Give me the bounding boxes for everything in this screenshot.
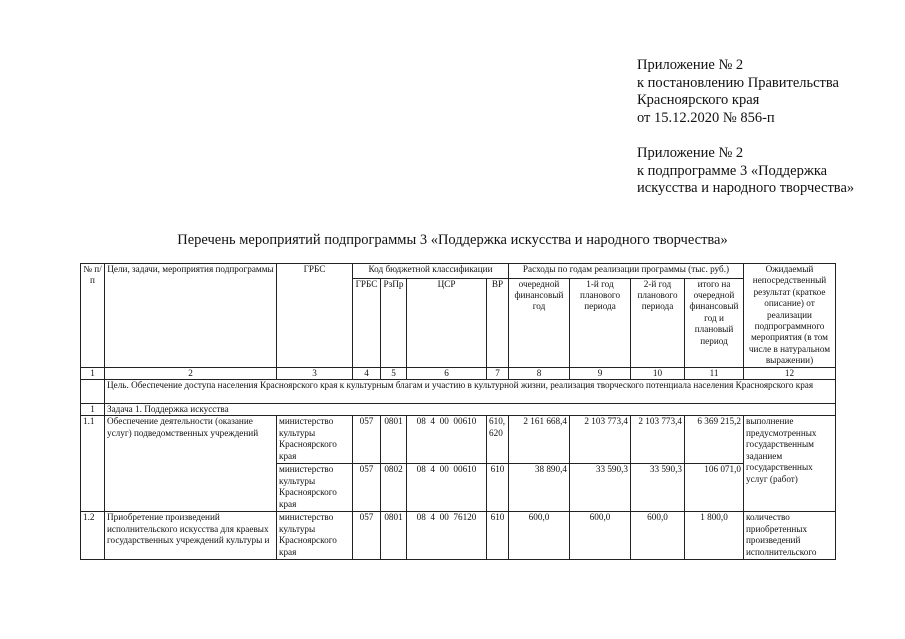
annex-header-subprogram (637, 145, 854, 198)
grbs-name: министерство культуры Красноярского края (277, 416, 353, 464)
vr-code: 610, 620 (487, 416, 509, 464)
header-csr: ЦСР (407, 278, 487, 367)
col-number: 8 (509, 367, 570, 379)
col-number: 9 (570, 367, 631, 379)
rzpr-code: 0801 (381, 416, 407, 464)
amount-first: 2 103 773,4 (570, 416, 631, 464)
amount-total: 106 071,0 (685, 464, 744, 512)
amount-first: 600,0 (570, 512, 631, 560)
expected-result: количество приобретенных произведений исполнительского (744, 512, 836, 560)
col-number: 3 (277, 367, 353, 379)
header-num: № п/п (81, 264, 105, 368)
rzpr-code: 0801 (381, 512, 407, 560)
measure-name: Приобретение произведений исполнительского искусства для краевых государственных учреждений культуры и (105, 512, 277, 560)
col-number: 12 (744, 367, 836, 379)
col-number: 5 (381, 367, 407, 379)
table-row (81, 416, 836, 464)
amount-second: 600,0 (631, 512, 685, 560)
header-grbs: ГРБС (277, 264, 353, 368)
amount-second: 2 103 773,4 (631, 416, 685, 464)
grbs-name: министерство культуры Красноярского края (277, 464, 353, 512)
amount-second: 33 590,3 (631, 464, 685, 512)
goal-text: Цель. Обеспечение доступа населения Красноярского края к культурным благам и участию в культурной жизни, реализация творческого потенциала населения Красноярского края (105, 380, 836, 404)
header-year-second: 2-й год планового периода (631, 278, 685, 367)
header-budget-code: Код бюджетной классификации (353, 264, 509, 279)
task-text: Задача 1. Поддержка искусства (105, 404, 836, 416)
header-expenses: Расходы по годам реализации программы (тыс. руб.) (509, 264, 744, 279)
amount-total: 1 800,0 (685, 512, 744, 560)
annex-header-decree (637, 57, 839, 127)
annex-line: Приложение № 2 (637, 57, 744, 73)
annex-line: к постановлению Правительства (637, 74, 839, 91)
table-row (81, 512, 836, 560)
expected-result: выполнение предусмотренных государственным заданием государственных услуг (работ) (744, 416, 836, 512)
grbs-name: министерство культуры Красноярского края (277, 512, 353, 560)
col-number: 11 (685, 367, 744, 379)
amount-total: 6 369 215,2 (685, 416, 744, 464)
amount-current: 2 161 668,4 (509, 416, 570, 464)
goal-row (81, 380, 836, 404)
header-year-current: очередной финансовый год (509, 278, 570, 367)
task-row (81, 404, 836, 416)
header-year-total: итого на очередной финансовый год и плановый период (685, 278, 744, 367)
document-title: Перечень мероприятий подпрограммы 3 «Поддержка искусства и народного творчества» (177, 232, 728, 248)
row-num: 1.2 (81, 512, 105, 560)
col-number: 2 (105, 367, 277, 379)
col-number: 7 (487, 367, 509, 379)
amount-first: 33 590,3 (570, 464, 631, 512)
measure-name: Обеспечение деятельности (оказание услуг) подведомственных учреждений (105, 416, 277, 512)
amount-current: 38 890,4 (509, 464, 570, 512)
header-grbs-code: ГРБС (353, 278, 381, 367)
annex-line: Приложение № 2 (637, 145, 744, 161)
header-goals: Цели, задачи, мероприятия подпрограммы (105, 264, 277, 368)
csr-code: 08 4 00 00610 (407, 464, 487, 512)
amount-current: 600,0 (509, 512, 570, 560)
column-numbers-row (81, 367, 836, 379)
vr-code: 610 (487, 512, 509, 560)
grbs-code: 057 (353, 464, 381, 512)
annex-line: от 15.12.2020 № 856-п (637, 109, 775, 126)
header-vr: ВР (487, 278, 509, 367)
header-rzpr: РзПр (381, 278, 407, 367)
annex-line: к подпрограмме 3 «Поддержка (637, 162, 828, 179)
task-num: 1 (81, 404, 105, 416)
annex-line: искусства и народного творчества» (637, 180, 855, 196)
header-year-first: 1-й год планового периода (570, 278, 631, 367)
rzpr-code: 0802 (381, 464, 407, 512)
csr-code: 08 4 00 76120 (407, 512, 487, 560)
col-number: 10 (631, 367, 685, 379)
row-num: 1.1 (81, 416, 105, 512)
col-number: 6 (407, 367, 487, 379)
col-number: 4 (353, 367, 381, 379)
header-result: Ожидаемый непосредственный результат (краткое описание) от реализации подпрограммного мероприятия (в том числе в натуральном выражении) (744, 264, 836, 368)
grbs-code: 057 (353, 512, 381, 560)
measures-table (80, 263, 836, 560)
csr-code: 08 4 00 00610 (407, 416, 487, 464)
grbs-code: 057 (353, 416, 381, 464)
col-number: 1 (81, 367, 105, 379)
vr-code: 610 (487, 464, 509, 512)
annex-line: Красноярского края (637, 92, 760, 108)
